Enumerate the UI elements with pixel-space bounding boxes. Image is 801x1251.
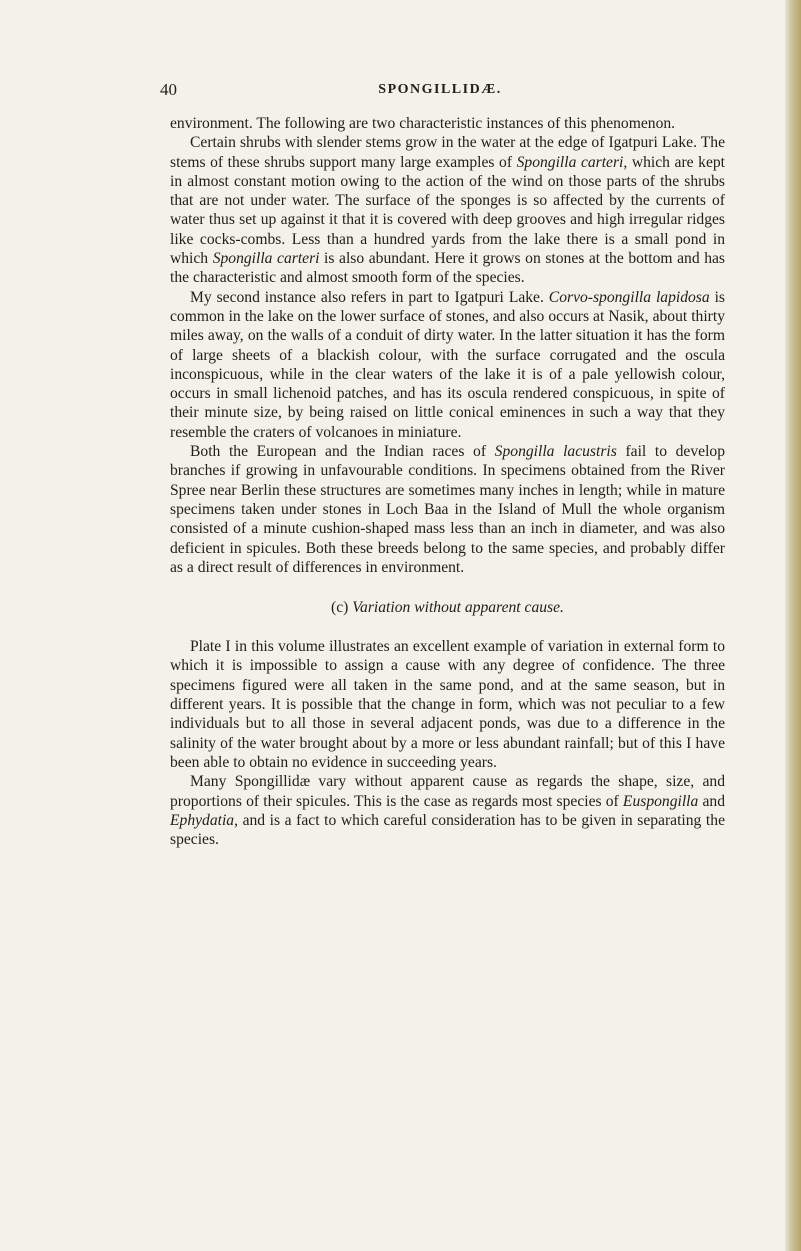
species-name: Spongilla lacustris [494,443,617,461]
section-heading [170,599,725,617]
genus-name: Euspongilla [622,792,699,810]
running-head: SPONGILLIDÆ. [378,82,502,97]
paragraph-4-text: fail to develop branches if growing in unfavourable conditions. In specimens obtained from the River Spree near Berlin these structures are sometimes many inches in length; while in mature specimens taken under stones in Loch Baa in the Island of Mull the whole organism consisted of a minute cushion-shaped mass less than an inch in diameter, and was also deficient in spicules. Both these breeds belong to the same species, and probably differ as a direct result of differences in environment. [170,443,726,576]
paragraph-6-text: and [698,792,725,810]
paragraph-5-text: Plate I in this volume illustrates an excellent example of variation in external form to which it is impossible to assign a cause with any degree of confidence. The three specimens figured were all taken in the same pond, and at the same season, but in different years. It is possible that the change in form, which was not peculiar to a few individuals but to all those in several adjacent ponds, was due to a difference in the salinity of the water brought about by a more or less abundant rainfall; but of this I have been able to obtain no evidence in succeeding years. [170,638,725,771]
paragraph-6 [170,772,725,849]
genus-name: Ephydatia [170,811,235,829]
species-name: Spongilla carteri [516,153,624,171]
paragraph-6-text: , and is a fact to which careful consideration has to be given in separating the species. [170,811,725,849]
paragraph-2-text: , which are kept in almost constant motion owing to the action of the wind on those parts of the shrubs that are not under water. The surface of the sponges is so affected by the currents of water thus set up against it that it is covered with deep grooves and high irregular ridges like cocks-combs. Less than a hundred yards from the lake there is a small pond in which [170,153,725,268]
species-name: Spongilla carteri [212,250,320,268]
text-body [170,114,725,849]
page-header [160,80,720,104]
paragraph-2 [170,133,725,287]
paragraph-5 [170,637,725,772]
paragraph-1 [170,114,725,133]
section-title: Variation without apparent cause. [352,599,564,617]
paragraph-4-text: Both the European and the Indian races of [190,443,495,461]
paragraph-3 [170,288,725,442]
paragraph-2-text: Certain shrubs with slender stems grow in the water at the edge of Igatpuri Lake. The stems of these shrubs support many large examples of [170,134,725,171]
page-edge-shadow [785,0,801,1251]
species-name: Corvo-spongilla lapidosa [548,288,710,306]
paragraph-2-text: is also abundant. Here it grows on stones at the bottom and has the characteristic and almost smooth form of the species. [170,250,725,287]
paragraph-1-text: environment. The following are two characteristic instances of this phenomenon. [170,115,676,132]
paragraph-3-text: My second instance also refers in part to Igatpuri Lake. [190,288,549,306]
paragraph-3-text: is common in the lake on the lower surface of stones, and also occurs at Nasik, about thirty miles away, on the walls of a conduit of dirty water. In the latter situation it has the form of large sheets of a blackish colour, with the surface corrugated and the oscula inconspicuous, while in the clear waters of the lake it is of a pale yellowish colour, occurs in small lichenoid patches, and has its oscula rendered conspicuous, in spite of their minute size, by being raised on little conical eminences in such a way that they resemble the craters of volcanoes in miniature. [170,288,725,441]
section-marker: (c) [331,599,349,617]
paragraph-6-text: Many Spongillidæ vary without apparent cause as regards the shape, size, and proportions of their spicules. This is the case as regards most species of [170,773,725,810]
paragraph-4 [170,442,725,577]
page-number: 40 [160,80,177,99]
